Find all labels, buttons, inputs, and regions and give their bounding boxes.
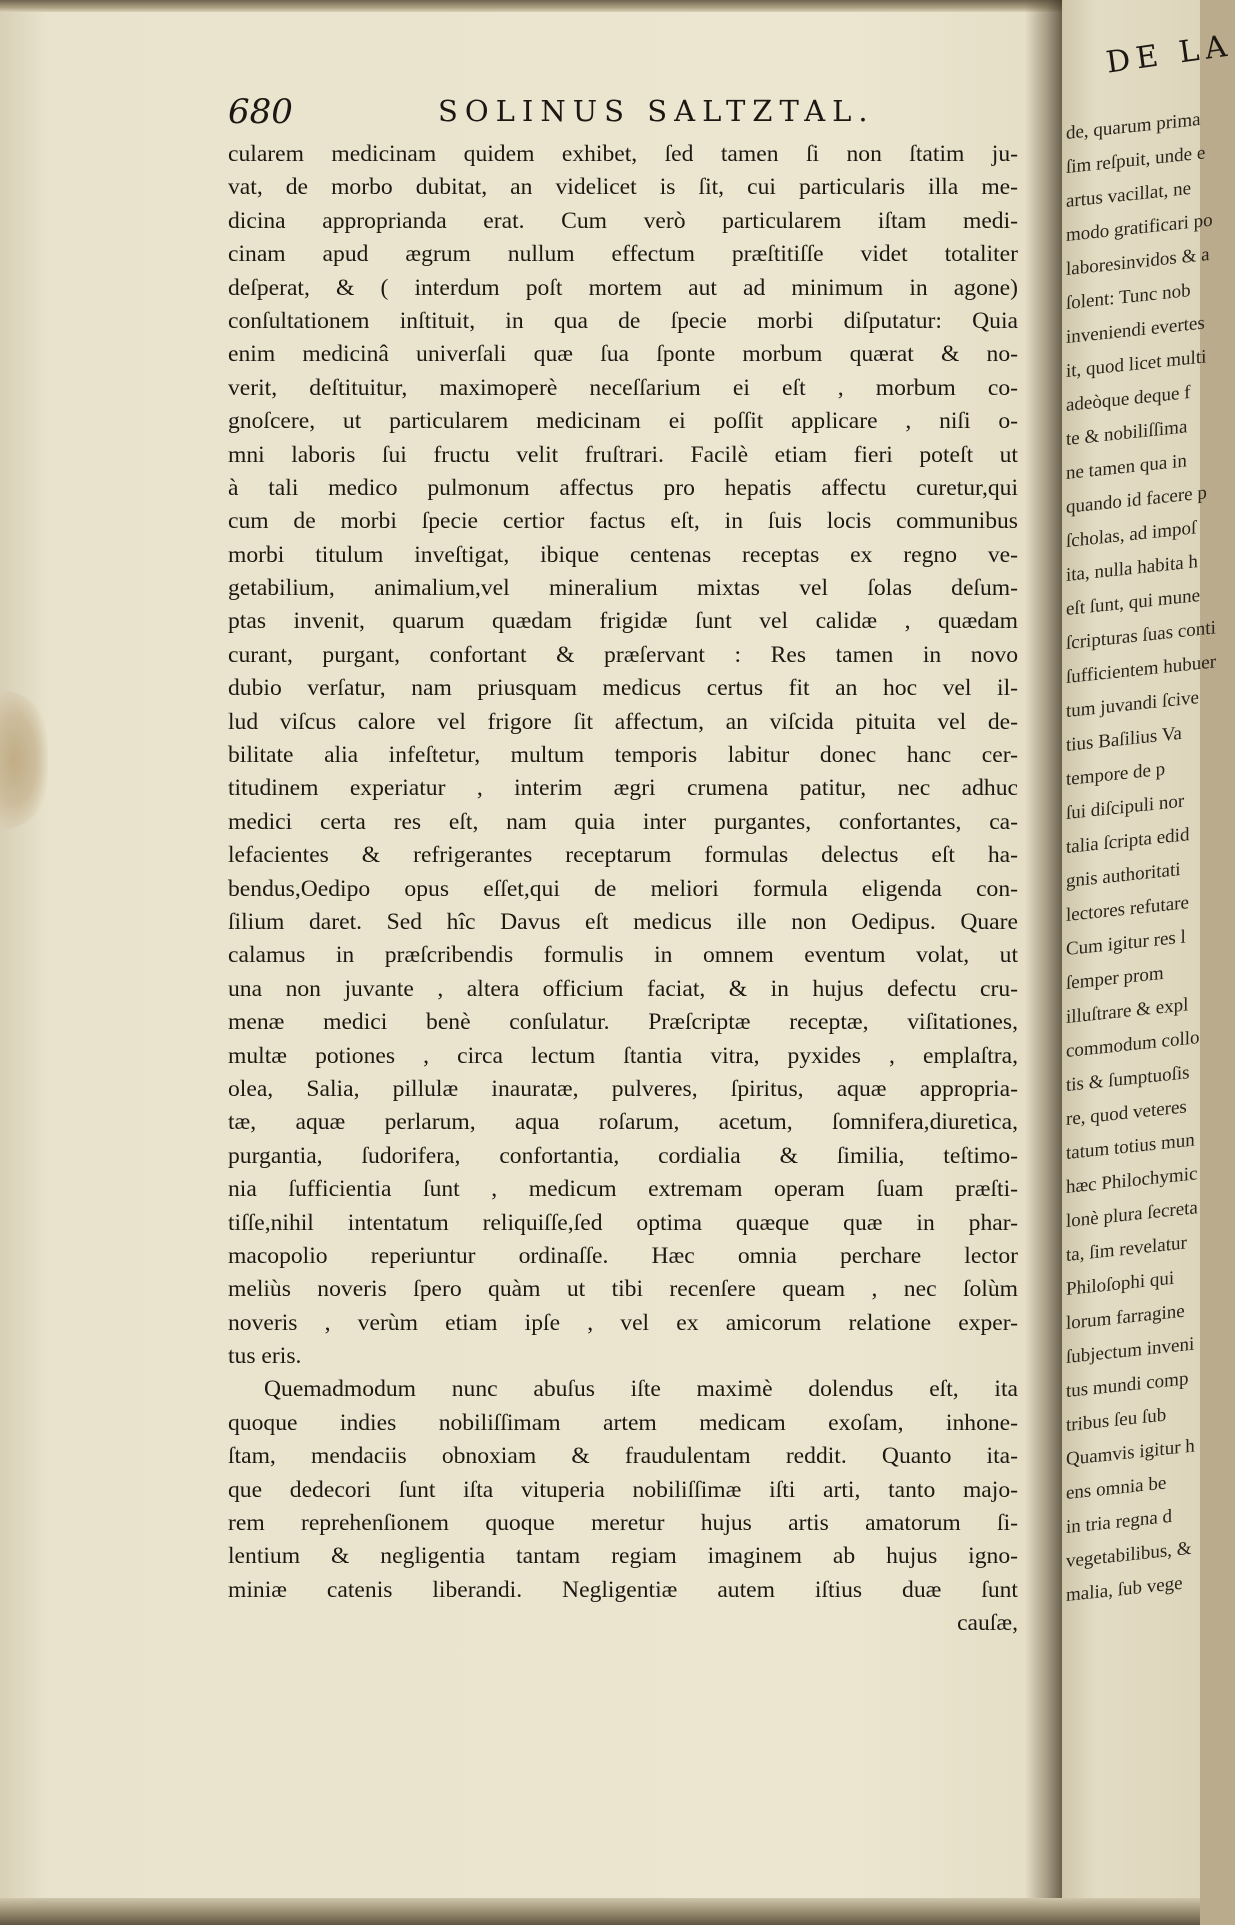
facing-page-line: tribus ſeu ſub [1066, 1404, 1167, 1437]
text-line: à tali medico pulmonum affectus pro hepatis affectu curetur,qui [228, 474, 1018, 501]
text-line: ſtam, mendaciis obnoxiam & fraudulentam reddit. Quanto ita- [228, 1443, 1018, 1470]
text-line: Quemadmodum nunc abuſus iſte maximè dolendus eſt, ita [264, 1376, 1018, 1403]
text-line: quoque indies nobiliſſimam artem medicam exoſam, inhone- [228, 1409, 1018, 1436]
facing-page-line: it, quod licet multi [1066, 346, 1207, 383]
text-line: miniæ catenis liberandi. Negligentiæ autem iſtius duæ ſunt [228, 1576, 1018, 1603]
book-gutter [1025, 0, 1065, 1925]
text-line: olea, Salia, pillulæ inauratæ, pulveres, ſpiritus, aquæ appropria- [228, 1075, 1018, 1102]
text-line: purgantia, ſudorifera, confortantia, cordialia & ſimilia, teſtimo- [228, 1142, 1018, 1169]
facing-page-line: ſufficientem hubuer [1066, 651, 1217, 689]
text-line: conſultationem inſtituit, in qua de ſpecie morbi diſputatur: Quia [228, 307, 1018, 334]
facing-page-line: ſolent: Tunc nob [1066, 279, 1191, 315]
facing-page-line: tempore de p [1066, 758, 1166, 791]
facing-page-line: ſcholas, ad impoſ [1066, 517, 1197, 553]
facing-page-line: tum juvandi ſcive [1066, 687, 1199, 723]
text-line: deſperat, & ( interdum poſt mortem aut ad minimum in agone) [228, 274, 1018, 301]
text-line: menæ medici benè conſulatur. Præſcriptæ receptæ, viſitationes, [228, 1009, 1018, 1036]
text-line: rem reprehenſionem quoque meretur hujus artis amatorum ſi- [228, 1510, 1018, 1537]
facing-page-line: ne tamen qua in [1066, 450, 1187, 485]
text-line: que dedecori ſunt iſta vituperia nobiliſſimæ iſti arti, tanto majo- [228, 1476, 1018, 1503]
facing-page-line: ſim reſpuit, unde e [1066, 142, 1206, 179]
text-line: multæ potiones , circa lectum ſtantia vitra, pyxides , emplaſtra, [228, 1042, 1018, 1069]
main-text-block [228, 138, 1018, 1641]
facing-page-line: malia, ſub vege [1066, 1572, 1183, 1607]
text-line: cinam apud ægrum nullum effectum præſtitiſſe videt totaliter [228, 241, 1018, 268]
text-line: bendus,Oedipo opus eſſet,qui de meliori formula eligenda con- [228, 875, 1018, 902]
facing-page-line: in tria regna d [1066, 1505, 1173, 1539]
text-line: cum de morbi ſpecie certior factus eſt, in ſuis locis communibus [228, 508, 1018, 535]
text-line: verit, deſtituitur, maximoperè neceſſarium ei eſt , morbum co- [228, 374, 1018, 401]
text-line: meliùs noveris ſpero quàm ut tibi recenſere queam , nec ſolùm [228, 1276, 1018, 1303]
facing-page-line: ſubjectum inveni [1066, 1333, 1195, 1369]
facing-page-line: tus mundi comp [1066, 1368, 1189, 1403]
text-line: tæ, aquæ perlarum, aqua roſarum, acetum, ſomnifera,diuretica, [228, 1109, 1018, 1136]
facing-page-line: artus vacillat, ne [1066, 177, 1192, 213]
text-line: ſilium daret. Sed hîc Davus eſt medicus ille non Oedipus. Quare [228, 908, 1018, 935]
facing-page-line: ſui diſcipuli nor [1066, 790, 1185, 825]
facing-page-line: ſemper prom [1066, 962, 1164, 995]
facing-page-line: ens omnia be [1066, 1472, 1167, 1505]
text-line: una non juvante , altera officium faciat, & in hujus defectu cru- [228, 975, 1018, 1002]
facing-page-line: lectores refutare [1066, 892, 1189, 927]
facing-page-line: illuſtrare & expl [1066, 994, 1189, 1029]
facing-page-line: hæc Philochymic [1066, 1163, 1198, 1199]
text-line: tiſſe,nihil intentatum reliquiſſe,ſed optima quæque quæ in phar- [228, 1209, 1018, 1236]
text-line: calamus in præſcribendis formulis in omnem eventum volat, ut [228, 942, 1018, 969]
facing-page-line: ta, ſim revelatur [1066, 1232, 1187, 1267]
facing-page-line: quando id facere p [1066, 482, 1207, 519]
text-line: dicina approprianda erat. Cum verò particularem iſtam medi- [228, 207, 1018, 234]
facing-page-line: laboresinvidos & a [1066, 243, 1210, 281]
facing-page-line: adeòque deque f [1066, 381, 1191, 417]
facing-page-line: eſt ſunt, qui mune [1066, 584, 1201, 621]
facing-page-line: gnis authoritati [1066, 859, 1181, 893]
text-line: noveris , verùm etiam ipſe , vel ex amicorum relatione exper- [228, 1309, 1018, 1336]
text-line: tus eris. [228, 1343, 302, 1370]
text-line: gnoſcere, ut particularem medicinam ei poſſit applicare , niſi o- [228, 408, 1018, 435]
facing-page-line: ſcripturas ſuas conti [1066, 617, 1216, 655]
facing-page-line: modo gratificari po [1066, 209, 1213, 247]
running-head: SOLINUS SALTZTAL. [438, 94, 875, 128]
text-line: curant, purgant, confortant & præſervant : Res tamen in novo [228, 641, 1018, 668]
facing-page-line: Cum igitur res l [1066, 926, 1186, 961]
text-line: dubio verſatur, nam priusquam medicus certus fit an hoc vel il- [228, 675, 1018, 702]
facing-page-line: Quamvis igitur h [1066, 1435, 1195, 1471]
text-line: getabilium, animalium,vel mineralium mixtas vel ſolas deſum- [228, 575, 1018, 602]
text-line: cularem medicinam quidem exhibet, ſed tamen ſi non ſtatim ju- [228, 141, 1018, 167]
page-header [228, 92, 1018, 136]
text-line: mni laboris ſui fructu velit fruſtrari. Facilè etiam fieri poteſt ut [228, 441, 1018, 468]
facing-page-line: de, quarum prima [1066, 108, 1201, 145]
text-line: morbi titulum inveſtigat, ibique centenas receptas ex regno ve- [228, 541, 1018, 568]
facing-page-line: te & nobiliſſima [1066, 416, 1188, 451]
text-line: medici certa res eſt, nam quia inter purgantes, confortantes, ca- [228, 808, 1018, 835]
facing-page-line: lonè plura ſecreta [1066, 1197, 1198, 1233]
facing-page-text [1066, 30, 1217, 1607]
facing-page-line: talia ſcripta edid [1066, 824, 1190, 859]
page-number: 680 [228, 92, 293, 132]
facing-page-line: ita, nulla habita h [1066, 551, 1198, 587]
text-line: bilitate alia infeſtetur, multum temporis labitur donec hanc cer- [228, 742, 1018, 769]
text-line: lentium & negligentia tantam regiam imaginem ab hujus igno- [228, 1543, 1018, 1570]
facing-page-line: tis & ſumptuoſis [1066, 1062, 1190, 1097]
bottom-page-edge [0, 1898, 1200, 1925]
facing-page-line: Philoſophi qui [1066, 1267, 1175, 1301]
top-page-edge [0, 0, 1200, 12]
facing-page-line: lorum farragine [1066, 1300, 1185, 1335]
text-line: macopolio reperiuntur ordinaſſe. Hæc omnia perchare lector [228, 1242, 1018, 1269]
text-line: lud viſcus calore vel frigore ſit affectum, an viſcida pituita vel de- [228, 708, 1018, 735]
facing-page-line: tius Baſilius Va [1066, 722, 1182, 757]
facing-page-line: vegetabilibus, & [1066, 1537, 1192, 1573]
catchword: cauſæ, [957, 1610, 1018, 1637]
facing-page-line: inveniendi evertes [1066, 312, 1205, 349]
text-line: enim medicinâ univerſali quæ ſua ſponte morbum quærat & no- [228, 341, 1018, 368]
text-line: nia ſufficientia ſunt , medicum extremam operam ſuam præſti- [228, 1176, 1018, 1203]
facing-page-line: commodum collo [1066, 1027, 1200, 1063]
facing-page-line: tatum totius mun [1066, 1129, 1195, 1165]
text-line: titudinem experiatur , interim ægri crumena patitur, nec adhuc [228, 775, 1018, 802]
facing-page-running-head: DE LA [1104, 28, 1235, 81]
text-line: ptas invenit, quarum quædam frigidæ ſunt vel calidæ , quædam [228, 608, 1018, 635]
text-line: lefacientes & refrigerantes receptarum formulas delectus eſt ha- [228, 842, 1018, 869]
text-line: vat, de morbo dubitat, an videlicet is ſit, cui particularis illa me- [228, 174, 1018, 201]
facing-page-line: re, quod veteres [1066, 1096, 1187, 1131]
